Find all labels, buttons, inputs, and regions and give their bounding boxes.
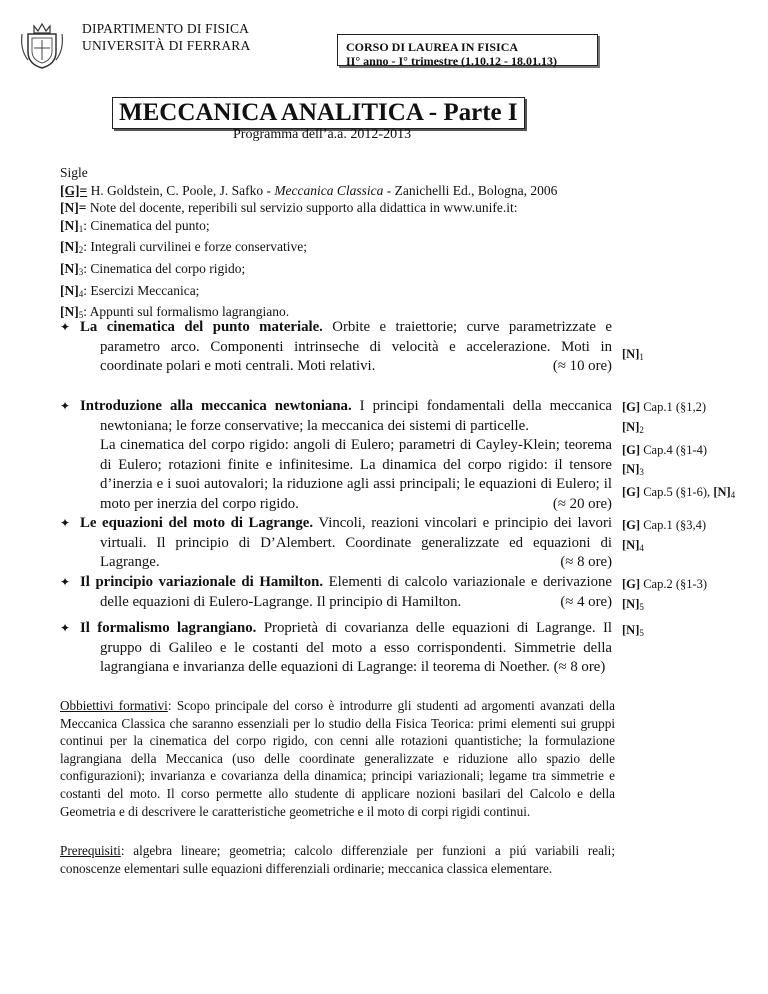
department-heading [82,20,250,54]
course-term: II° anno - I° trimestre (1.10.12 - 18.01.13) [346,54,558,68]
topic-body: I principi fondamentali della meccanica newtoniana; le forze conservative; la meccanica dei sistemi di particelle. [100,398,612,434]
topic-hours: (≈ 10 ore) [552,358,612,374]
prerequisites-paragraph [60,842,615,877]
topic-references: [G] Cap.1 (§3,4) $[N]_4$ [622,518,707,553]
bullet-icon: ✦ [60,621,71,635]
reference-n: [N]= Note del docente, reperibili sul servizio supporto alla didattica in www.unife.it: [60,200,518,216]
topic-hours: (≈ 8 ore) [553,659,606,675]
objectives-text: : Scopo principale del corso è introdurre gli studenti ad argomenti avanzati della Meccanica Classica che saranno essenziali per lo studio della Fisica Teorica: primi elementi sui gruppi continui per la cinematica del corpo rigido, con cenni alle rotazioni quantistiche; la formulazione lagrangiana della Meccanica (uso delle coordinate generalizzate e riduzione allo spazio delle configurazioni); invarianza e covarianza della dinamica; principi variazionali; legame tra simmetrie e costanti del moto. Il corso permette allo studente di applicare nozioni basilari del Calcolo e della Geometria e di descrivere le caratteristiche geometriche e il moto di corpi rigidi continui. [60,698,615,819]
page-title: MECCANICA ANALITICA - Parte I [112,97,525,129]
bullet-icon: ✦ [60,320,71,334]
topic-heading: Le equazioni del moto di Lagrange. [80,515,314,531]
topic-references: [G] Cap.2 (§1-3) $[N]_5$ [622,577,708,612]
topic-body: Proprietà di covarianza delle equazioni di Lagrange. Il gruppo di Galileo e le costanti del moto a esso corrispondenti. Simmetrie della lagrangiana e invarianza delle equazioni di Lagrange: il teorema di Noether. [100,620,612,675]
bullet-icon: ✦ [60,516,71,530]
topic-hours: (≈ 20 ore) [552,495,612,512]
abbreviations-heading: Sigle [60,165,88,180]
topic-body: La cinematica del corpo rigido: angoli di Eulero; parametri di Cayley-Klein; teorema di Eulero; rotazioni finite e infinitesime. La dinamica del corpo rigido: il tensore d’inerzia e i suoi autovalori; la riduzione agli assi principali; le equazioni di Eulero; il moto per inerzia del corpo rigido. [100,437,612,512]
prerequisites-label: Prerequisiti [60,843,121,858]
course-info-box [337,34,598,66]
note-item: $[N]_5$: Appunti sul formalismo lagrangiano. [60,304,290,321]
university-crest-logo [18,20,66,70]
topic-heading: Il principio variazionale di Hamilton. [80,574,324,590]
topic-hours: (≈ 8 ore) [560,554,612,570]
abbreviations-section [60,164,557,325]
objectives-paragraph [60,697,615,820]
topic-references: [G] Cap.1 (§1,2) $[N]_2$ [G] Cap.4 (§1-4) $[N]_3$ [G] Cap.5 (§1-6), $[N]_4$ [622,400,736,501]
department-name: DIPARTIMENTO DI FISICA [82,21,250,36]
topic-heading: Introduzione alla meccanica newtoniana. [80,398,352,414]
page-subtitle: Programma dell’a.a. 2012-2013 [233,127,412,142]
note-item: $[N]_4$: Esercizi Meccanica; [60,282,200,299]
reference-g: [G]= H. Goldstein, C. Poole, J. Safko - Meccanica Classica - Zanichelli Ed., Bologna, 2006 [60,182,558,198]
objectives-label: Obbiettivi formativi [60,698,168,713]
note-item: $[N]_3$: Cinematica del corpo rigido; [60,260,246,277]
topic-references: $[N]_1$ [622,347,644,362]
topic-body: Elementi di calcolo variazionale e derivazione delle equazioni di Eulero-Lagrange. Il principio di Hamilton. [100,574,612,610]
note-item: $[N]_1$: Cinematica del punto; [60,217,210,234]
course-name: CORSO DI LAUREA IN FISICA [346,40,519,54]
topic-heading: Il formalismo lagrangiano. [80,620,257,636]
prerequisites-text: : algebra lineare; geometria; calcolo differenziale per funzioni a piú variabili reali; conoscenze elementari sulle equazioni differenziali ordinarie; meccanica classica elementare. [60,843,615,876]
university-name: UNIVERSITÀ DI FERRARA [82,38,251,53]
topic-body: Orbite e traiettorie; curve parametrizzate e parametro arco. Componenti intrinseche di velocità e accelerazione. Moti in coordinate polari e moti centrali. Moti relativi. [100,319,612,374]
topic-references: $[N]_5$ [622,623,644,638]
bullet-icon: ✦ [60,575,71,589]
topic-heading: La cinematica del punto materiale. [80,319,323,335]
topic-body: Vincoli, reazioni vincolari e principio dei lavori virtuali. Il principio di D’Alembert. Coordinate generalizzate ed equazioni di Lagrange. [100,515,612,570]
bullet-icon: ✦ [60,399,71,413]
note-item: $[N]_2$: Integrali curvilinei e forze conservative; [60,239,308,256]
topic-hours: (≈ 4 ore) [560,593,612,610]
